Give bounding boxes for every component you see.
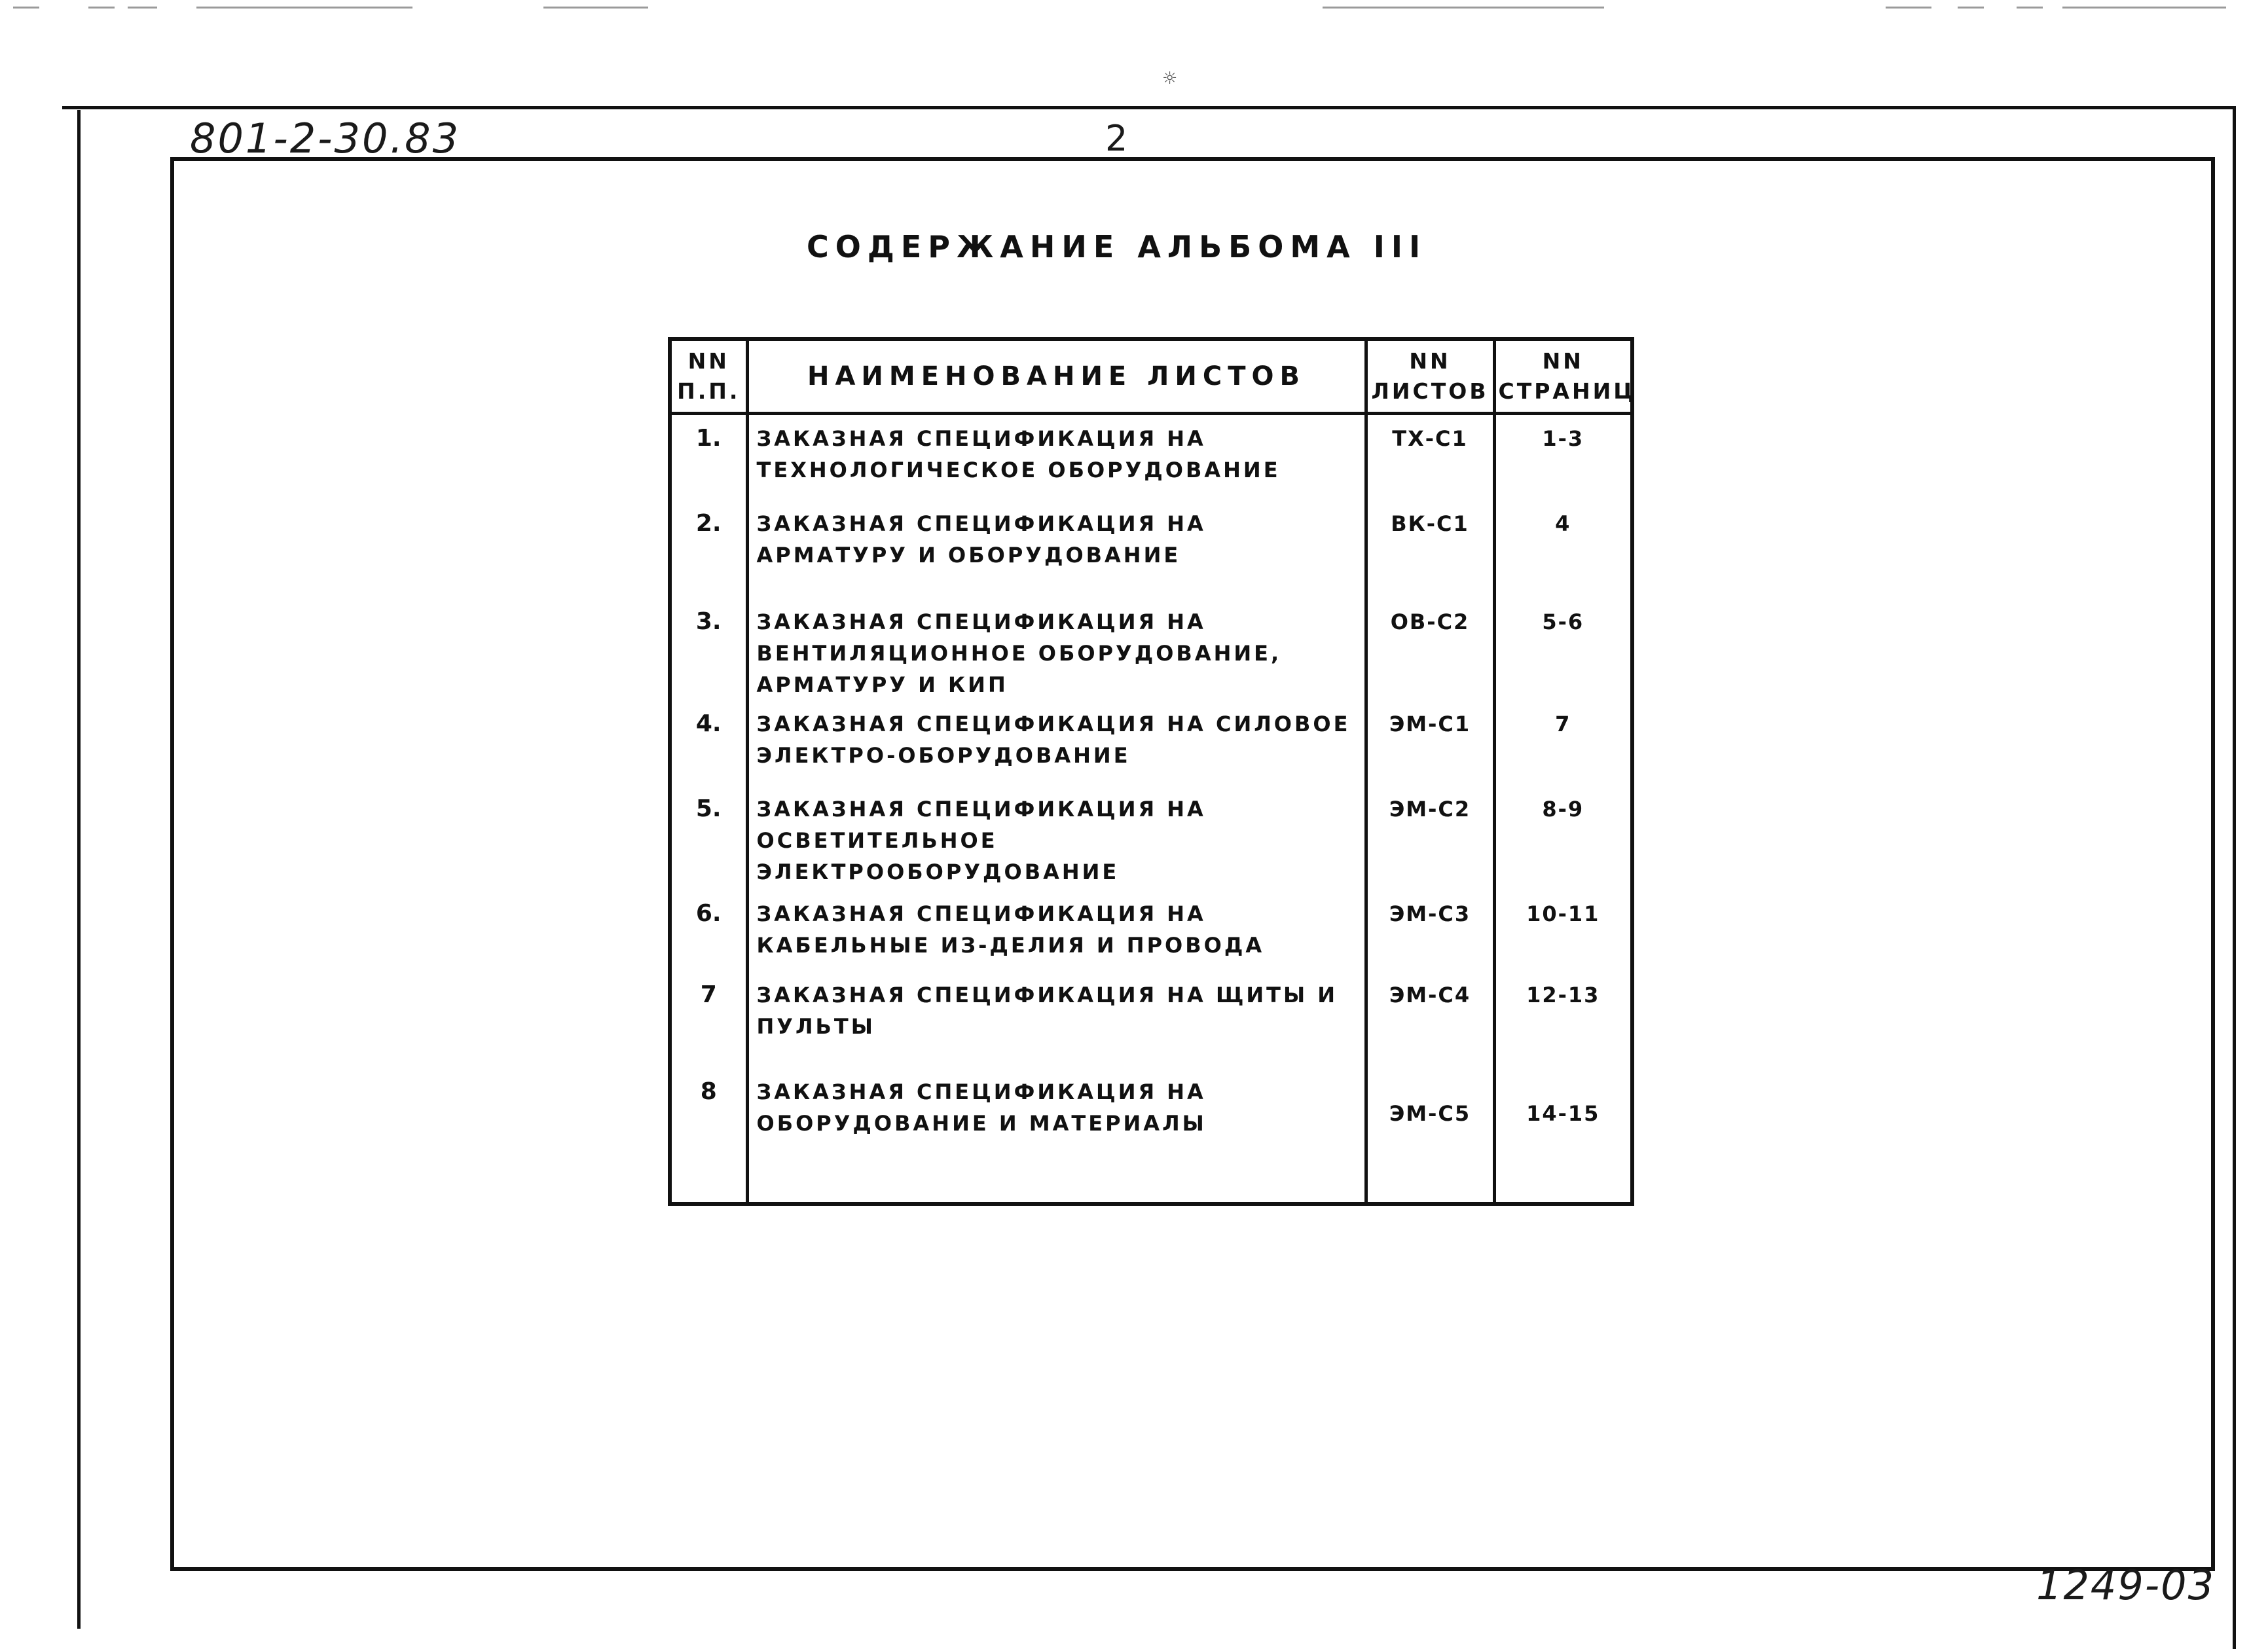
page-number: 2 (1105, 118, 1128, 159)
row-number: 3. (670, 598, 747, 700)
row-sheet-name: ЗАКАЗНАЯ СПЕЦИФИКАЦИЯ НА ЩИТЫ И ПУЛЬТЫ (747, 971, 1366, 1068)
table-row (670, 700, 1632, 786)
row-pages: 8-9 (1494, 786, 1632, 890)
scan-dash (2062, 7, 2226, 9)
row-pages: 12-13 (1494, 971, 1632, 1068)
row-sheet-code: ЭМ-С4 (1366, 971, 1494, 1068)
row-sheet-name: ЗАКАЗНАЯ СПЕЦИФИКАЦИЯ НА КАБЕЛЬНЫЕ ИЗ-ДЕЛИЯ И ПРОВОДА (747, 890, 1366, 971)
row-pages: 4 (1494, 500, 1632, 598)
row-number: 8 (670, 1068, 747, 1204)
row-number: 6. (670, 890, 747, 971)
row-number: 4. (670, 700, 747, 786)
row-number: 5. (670, 786, 747, 890)
row-sheet-code: ЭМ-С1 (1366, 700, 1494, 786)
row-sheet-code: ОВ-С2 (1366, 598, 1494, 700)
table-row (670, 500, 1632, 598)
scan-dash (543, 7, 648, 9)
table-row (670, 890, 1632, 971)
row-pages: 7 (1494, 700, 1632, 786)
row-pages: 10-11 (1494, 890, 1632, 971)
row-number: 7 (670, 971, 747, 1068)
row-sheet-name: ЗАКАЗНАЯ СПЕЦИФИКАЦИЯ НА АРМАТУРУ И ОБОРУДОВАНИЕ (747, 500, 1366, 598)
table-row (670, 598, 1632, 700)
archive-number: 1249-03 (2036, 1561, 2216, 1609)
table-row (670, 414, 1632, 500)
row-sheet-code: ЭМ-С5 (1366, 1068, 1494, 1204)
table-row (670, 971, 1632, 1068)
row-sheet-name: ЗАКАЗНАЯ СПЕЦИФИКАЦИЯ НА СИЛОВОЕ ЭЛЕКТРО-ОБОРУДОВАНИЕ (747, 700, 1366, 786)
document-title: СОДЕРЖАНИЕ АЛЬБОМА III (807, 229, 1427, 264)
row-pages: 5-6 (1494, 598, 1632, 700)
row-pages: 1-3 (1494, 414, 1632, 500)
row-number: 1. (670, 414, 747, 500)
row-sheet-name: ЗАКАЗНАЯ СПЕЦИФИКАЦИЯ НА ВЕНТИЛЯЦИОННОЕ ОБОРУДОВАНИЕ, АРМАТУРУ И КИП (747, 598, 1366, 700)
contents-table (668, 337, 1634, 1206)
scan-dash (1323, 7, 1604, 9)
table-header-row (670, 339, 1632, 414)
table-row (670, 1068, 1632, 1204)
row-sheet-name: ЗАКАЗНАЯ СПЕЦИФИКАЦИЯ НА ОСВЕТИТЕЛЬНОЕ ЭЛЕКТРООБОРУДОВАНИЕ (747, 786, 1366, 890)
row-sheet-name: ЗАКАЗНАЯ СПЕЦИФИКАЦИЯ НА ТЕХНОЛОГИЧЕСКОЕ ОБОРУДОВАНИЕ (747, 414, 1366, 500)
scan-dash (1958, 7, 1984, 9)
scan-dash (88, 7, 115, 9)
header-pages: NN СТРАНИЦ (1494, 339, 1632, 414)
header-index: NN П.П. (670, 339, 747, 414)
header-sheets: NN ЛИСТОВ (1366, 339, 1494, 414)
scan-dash (1886, 7, 1931, 9)
row-sheet-code: ВК-С1 (1366, 500, 1494, 598)
row-sheet-code: ЭМ-С2 (1366, 786, 1494, 890)
row-number: 2. (670, 500, 747, 598)
table-row (670, 786, 1632, 890)
row-sheet-code: ЭМ-С3 (1366, 890, 1494, 971)
binding-margin-line (77, 110, 81, 1629)
scan-mark: ☼ (1162, 69, 1178, 88)
row-pages: 14-15 (1494, 1068, 1632, 1204)
document-code: 801-2-30.83 (190, 115, 461, 162)
scan-dash (2017, 7, 2043, 9)
row-sheet-name: ЗАКАЗНАЯ СПЕЦИФИКАЦИЯ НА ОБОРУДОВАНИЕ И МАТЕРИАЛЫ (747, 1068, 1366, 1204)
scan-dash (128, 7, 157, 9)
header-name: НАИМЕНОВАНИЕ ЛИСТОВ (747, 339, 1366, 414)
row-sheet-code: ТХ-С1 (1366, 414, 1494, 500)
scan-dash (13, 7, 39, 9)
scan-dash (196, 7, 412, 9)
